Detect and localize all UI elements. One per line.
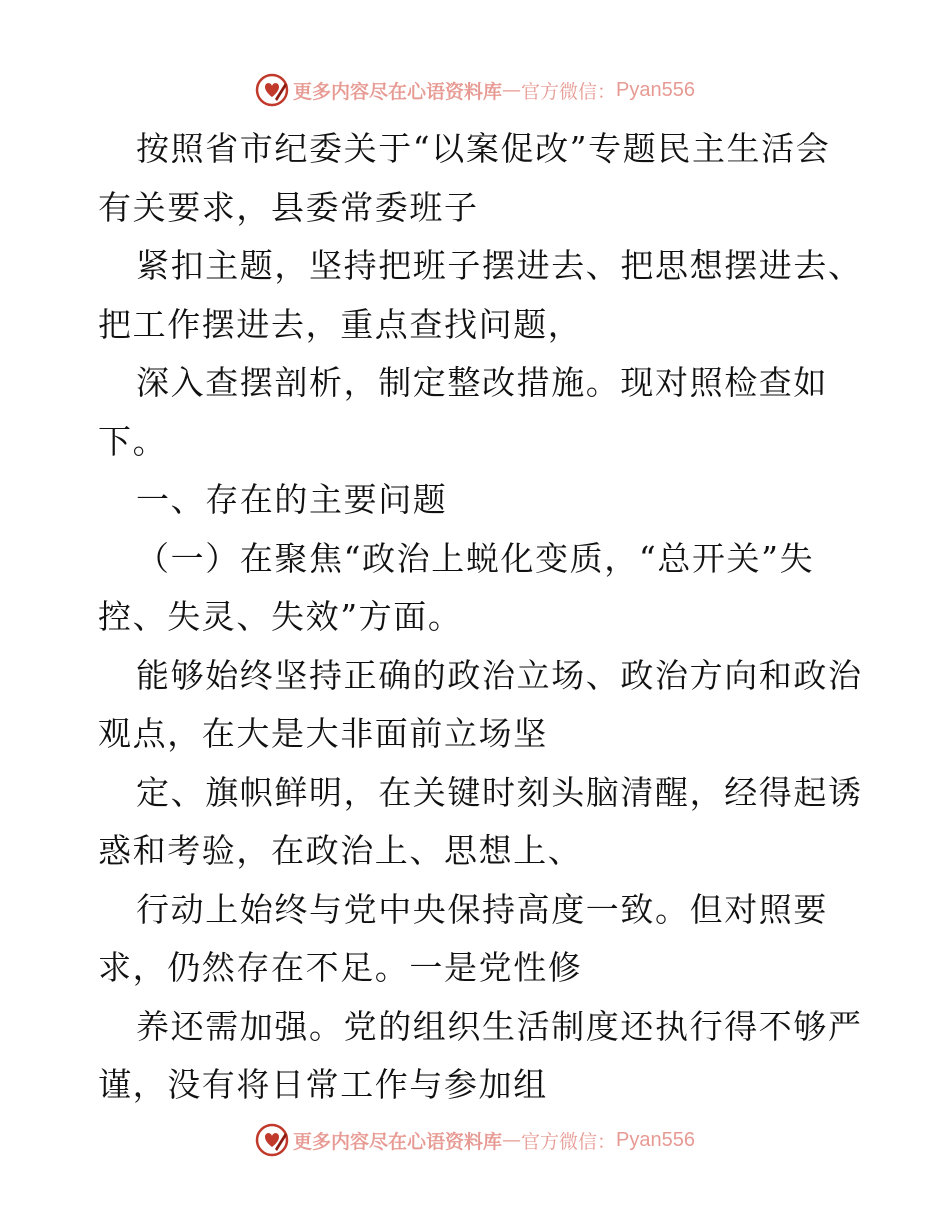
text-line: 按照省市纪委关于“以案促改”专题民主生活会 bbox=[136, 129, 831, 168]
watermark-main-text: 更多内容尽在心语资料库 bbox=[293, 80, 503, 103]
watermark-main-text: 更多内容尽在心语资料库 bbox=[293, 1130, 503, 1153]
text-line: 谨，没有将日常工作与参加组 bbox=[98, 1065, 548, 1104]
header-watermark bbox=[0, 70, 950, 110]
text-line: 深入查摆剖析，制定整改措施。现对照检查如 bbox=[136, 363, 828, 402]
text-line: （一）在聚焦“政治上蜕化变质，“总开关”失 bbox=[136, 538, 815, 578]
footer-watermark bbox=[0, 1120, 950, 1160]
watermark-id-text: Pyan556 bbox=[616, 1128, 695, 1151]
text-line: 惑和考验，在政治上、思想上、 bbox=[98, 831, 583, 870]
document-body bbox=[98, 120, 863, 1115]
text-line: 观点，在大是大非面前立场坚 bbox=[98, 714, 548, 753]
watermark-separator: — bbox=[502, 1129, 522, 1151]
text-line: 控、失灵、失效”方面。 bbox=[98, 597, 463, 636]
watermark-id-text: Pyan556 bbox=[616, 78, 695, 101]
watermark-separator: — bbox=[502, 79, 522, 101]
heart-pen-logo-icon bbox=[255, 73, 289, 107]
text-line: 养还需加强。党的组织生活制度还执行得不够严 bbox=[136, 1006, 863, 1046]
text-line: 有关要求，县委常委班子 bbox=[98, 187, 479, 227]
text-line: 把工作摆进去，重点查找问题， bbox=[98, 304, 583, 344]
text-line: 紧扣主题，坚持把班子摆进去、把思想摆进去、 bbox=[136, 246, 863, 285]
text-line: 一、存在的主要问题 bbox=[136, 480, 448, 519]
text-line: 能够始终坚持正确的政治立场、政治方向和政治 bbox=[136, 655, 863, 695]
heart-pen-logo-icon bbox=[255, 1123, 289, 1157]
watermark-sub-text: 官方微信： bbox=[521, 1130, 617, 1153]
text-line: 求，仍然存在不足。一是党性修 bbox=[98, 948, 583, 987]
watermark-sub-text: 官方微信： bbox=[521, 80, 617, 103]
text-line: 定、旗帜鲜明，在关键时刻头脑清醒，经得起诱 bbox=[136, 772, 863, 812]
text-line: 行动上始终与党中央保持高度一致。但对照要 bbox=[136, 889, 828, 929]
text-line: 下。 bbox=[98, 421, 168, 461]
